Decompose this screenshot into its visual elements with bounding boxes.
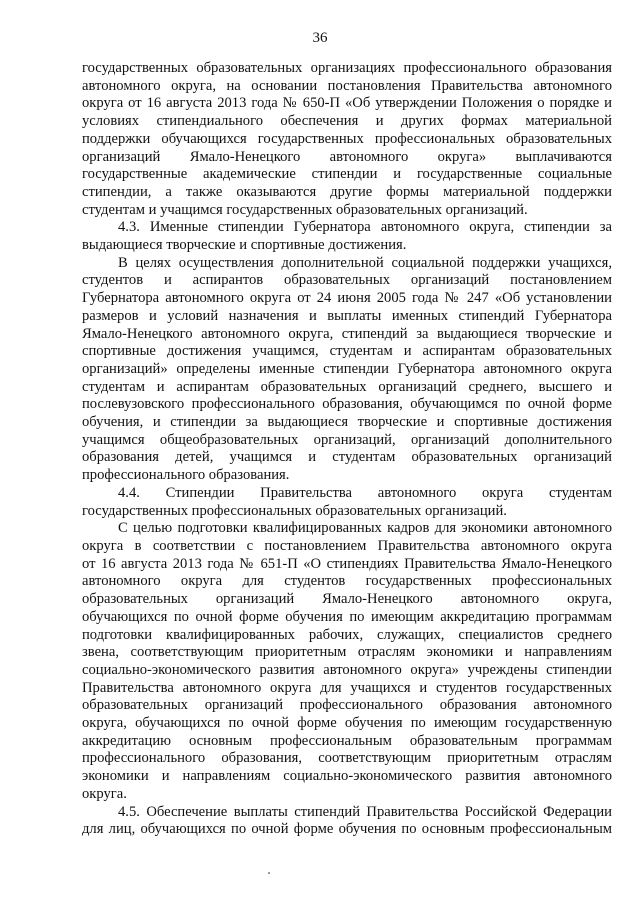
text-line: Губернатора автономного округа от 24 июня 2005 года № 247 «Об установлении: [82, 290, 612, 307]
scan-artifact: [268, 872, 270, 874]
text-line: образования детей, учащимся и студентам образовательных организаций: [82, 449, 612, 466]
text-line: Ямало-Ненецкого автономного округа, стипендий за выдающиеся творческие и: [82, 325, 612, 342]
text-line: для лиц, обучающихся по очной форме обучения по основным профессиональным: [82, 821, 612, 838]
text-line: государственных профессиональных образовательных организаций.: [82, 502, 507, 519]
text-line: обучения, и стипендии за выдающиеся творческие и спортивные достижения: [82, 414, 612, 431]
text-line: аккредитацию основным профессиональным образовательным программам: [82, 732, 612, 749]
text-line: профессионального образования, соответствующим приоритетным отраслям: [82, 750, 612, 767]
text-line: округа, обучающихся по очной форме обучения по имеющим государственную: [82, 715, 612, 732]
text-line: студентам и аспирантам образовательных организаций среднего, высшего и: [82, 378, 612, 395]
text-line: округа от 16 августа 2013 года № 650-П «Об утверждении Положения о порядке и: [82, 95, 612, 112]
text-line: организаций Ямало-Ненецкого автономного округа» выплачиваются: [82, 148, 612, 165]
text-line: образовательных организаций профессионального образования автономного: [82, 697, 612, 714]
text-line: обучающихся по очной форме обучения по имеющим аккредитацию программам: [82, 608, 612, 625]
text-line: организаций» определены именные стипендии Губернатора автономного округа: [82, 360, 612, 377]
text-line: 4.5. Обеспечение выплаты стипендий Правительства Российской Федерации: [118, 803, 612, 820]
text-line: стипендии, а также оказываются другие формы материальной поддержки: [82, 183, 612, 200]
text-line: образовательных организаций Ямало-Ненецкого автономного округа,: [82, 591, 612, 608]
text-line: государственные академические стипендии и государственные социальные: [82, 166, 612, 183]
text-line: С целью подготовки квалифицированных кадров для экономики автономного: [118, 520, 612, 537]
text-line: 4.4. Стипендии Правительства автономного округа студентам: [118, 484, 612, 501]
text-line: округа в соответствии с постановлением Правительства автономного округа: [82, 537, 612, 554]
document-body: [82, 60, 612, 839]
text-line: автономного округа для студентов государственных профессиональных: [82, 573, 612, 590]
text-line: социально-экономического развития автономного округа» учреждены стипендии: [82, 661, 612, 678]
text-line: профессионального образования.: [82, 467, 290, 484]
text-line: автономного округа, на основании постановления Правительства автономного: [82, 77, 612, 94]
text-line: 4.3. Именные стипендии Губернатора автономного округа, стипендии за: [118, 219, 612, 236]
text-line: подготовки квалифицированных рабочих, служащих, специалистов среднего: [82, 626, 612, 643]
text-line: послевузовского профессионального образования, обучающимся по очной форме: [82, 396, 612, 413]
text-line: поддержки обучающихся государственных профессиональных образовательных: [82, 130, 612, 147]
text-line: выдающиеся творческие и спортивные достижения.: [82, 237, 407, 254]
text-line: экономики и направлениям социально-экономического развития автономного: [82, 768, 612, 785]
text-line: студентам и учащимся государственных образовательных организаций.: [82, 201, 528, 218]
text-line: округа.: [82, 785, 127, 802]
text-line: учащимся общеобразовательных организаций, организаций дополнительного: [82, 431, 612, 448]
text-line: государственных образовательных организациях профессионального образования: [82, 60, 612, 76]
text-line: звена, соответствующим приоритетным отраслям экономики и направлениям: [82, 644, 612, 661]
text-line: условиях стипендиального обеспечения и других формах материальной: [82, 113, 612, 130]
text-line: В целях осуществления дополнительной социальной поддержки учащихся,: [118, 254, 612, 271]
text-line: размеров и условий назначения и выплаты именных стипендий Губернатора: [82, 307, 612, 324]
text-line: спортивные достижения учащимся, студентам и аспирантам образовательных: [82, 343, 612, 360]
text-line: Правительства автономного округа для учащихся и студентов государственных: [82, 679, 612, 696]
text-line: студентов и аспирантов образовательных организаций постановлением: [82, 272, 612, 289]
page-number: 36: [312, 30, 328, 46]
text-line: от 16 августа 2013 года № 651-П «О стипендиях Правительства Ямало-Ненецкого: [82, 555, 612, 572]
